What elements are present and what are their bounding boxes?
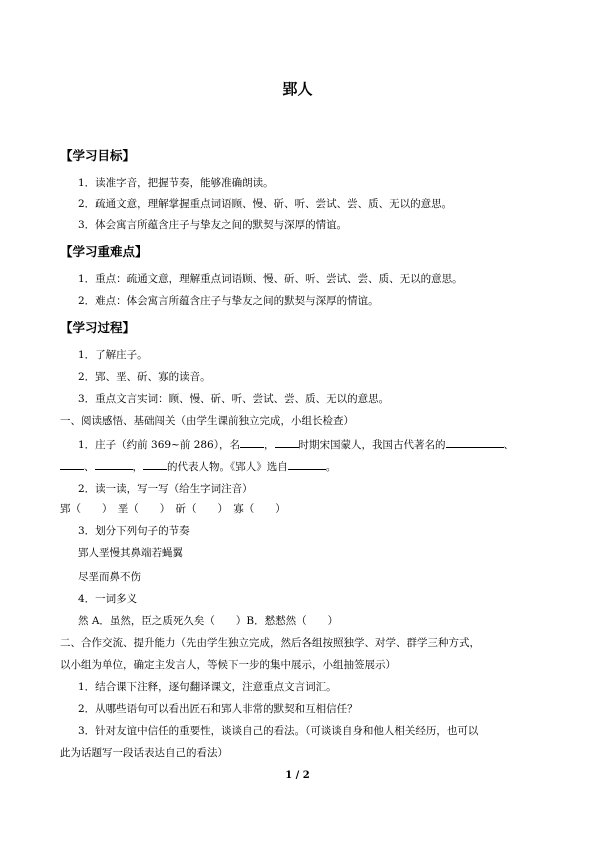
- part2-item-1: 1．结合课下注释，逐句翻译课文，注意重点文言词汇。: [78, 681, 337, 693]
- answer-blank[interactable]: [240, 436, 264, 448]
- question-1-line-1: 1．庄子（约前 369~前 286），名 ， 时期宋国蒙人，我国古代著名的 、: [78, 436, 514, 452]
- part1-heading: 一、阅读感悟、基础闯关（由学生课前独立完成，小组长检查）: [60, 415, 354, 427]
- answer-blank[interactable]: [60, 458, 84, 470]
- goals-heading: 【学习目标】: [60, 148, 136, 163]
- answer-blank[interactable]: [446, 436, 504, 448]
- answer-blank[interactable]: [288, 458, 326, 470]
- part2-heading-continued: 以小组为单位，确定主发言人，等候下一步的集中展示，小组抽签展示）: [60, 659, 396, 671]
- process-item-1: 1．了解庄子。: [78, 349, 148, 361]
- question-3-sentence-1: 郢人垩慢其鼻端若蝇翼: [78, 547, 183, 559]
- question-4-text: 然 A．虽然，臣之质死久矣（ ）B．慭慭然（ ）: [78, 615, 339, 627]
- answer-blank[interactable]: [95, 458, 133, 470]
- part2-item-3: 3．针对友谊中信任的重要性，谈谈自己的看法。（可谈谈自身和他人相关经历，也可以: [78, 725, 479, 737]
- question-2-characters: 郢（ ） 垩（ ） 斫（ ） 寡（ ）: [60, 503, 286, 515]
- goal-item-2: 2．疏通文意，理解掌握重点词语顾、慢、斫、听、尝试、尝、质、无以的意思。: [78, 198, 453, 210]
- question-3-sentence-2: 尽垩而鼻不伤: [78, 571, 141, 583]
- part2-item-3-continued: 此为话题写一段话表达自己的看法）: [60, 747, 228, 759]
- question-3: 3．划分下列句子的节奏: [78, 525, 190, 537]
- key-heading: 【学习重难点】: [60, 244, 148, 259]
- key-item-2: 2．难点：体会寓言所蕴含庄子与挚友之间的默契与深厚的情谊。: [78, 295, 379, 307]
- part2-heading: 二、合作交流、提升能力（先由学生独立完成，然后各组按照独学、对学、群学三种方式，: [60, 637, 480, 649]
- question-4: 4．一词多义: [78, 593, 138, 605]
- process-item-3: 3．重点文言实词：顾、慢、斫、听、尝试、尝、质、无以的意思。: [78, 393, 390, 405]
- question-1-line-2: 、 ， 的代表人物。《郢人》选自 。: [60, 458, 336, 474]
- answer-blank[interactable]: [275, 436, 299, 448]
- goal-item-3: 3．体会寓言所蕴含庄子与挚友之间的默契与深厚的情谊。: [78, 219, 348, 231]
- process-heading: 【学习过程】: [60, 320, 136, 335]
- part2-item-2: 2．从哪些语句可以看出匠石和郢人非常的默契和互相信任？: [78, 703, 358, 715]
- process-item-2: 2．郢、垩、斫、寡的读音。: [78, 371, 211, 383]
- question-2: 2．读一读，写一写（给生字词注音）: [78, 483, 253, 495]
- answer-blank[interactable]: [143, 458, 167, 470]
- goal-item-1: 1．读准字音，把握节奏，能够准确朗读。: [78, 177, 274, 189]
- page-number: 1 / 2: [285, 770, 310, 781]
- page-title: 郢人: [282, 80, 313, 98]
- key-item-1: 1．重点：疏通文意，理解重点词语顾、慢、斫、听、尝试、尝、质、无以的意思。: [78, 273, 463, 285]
